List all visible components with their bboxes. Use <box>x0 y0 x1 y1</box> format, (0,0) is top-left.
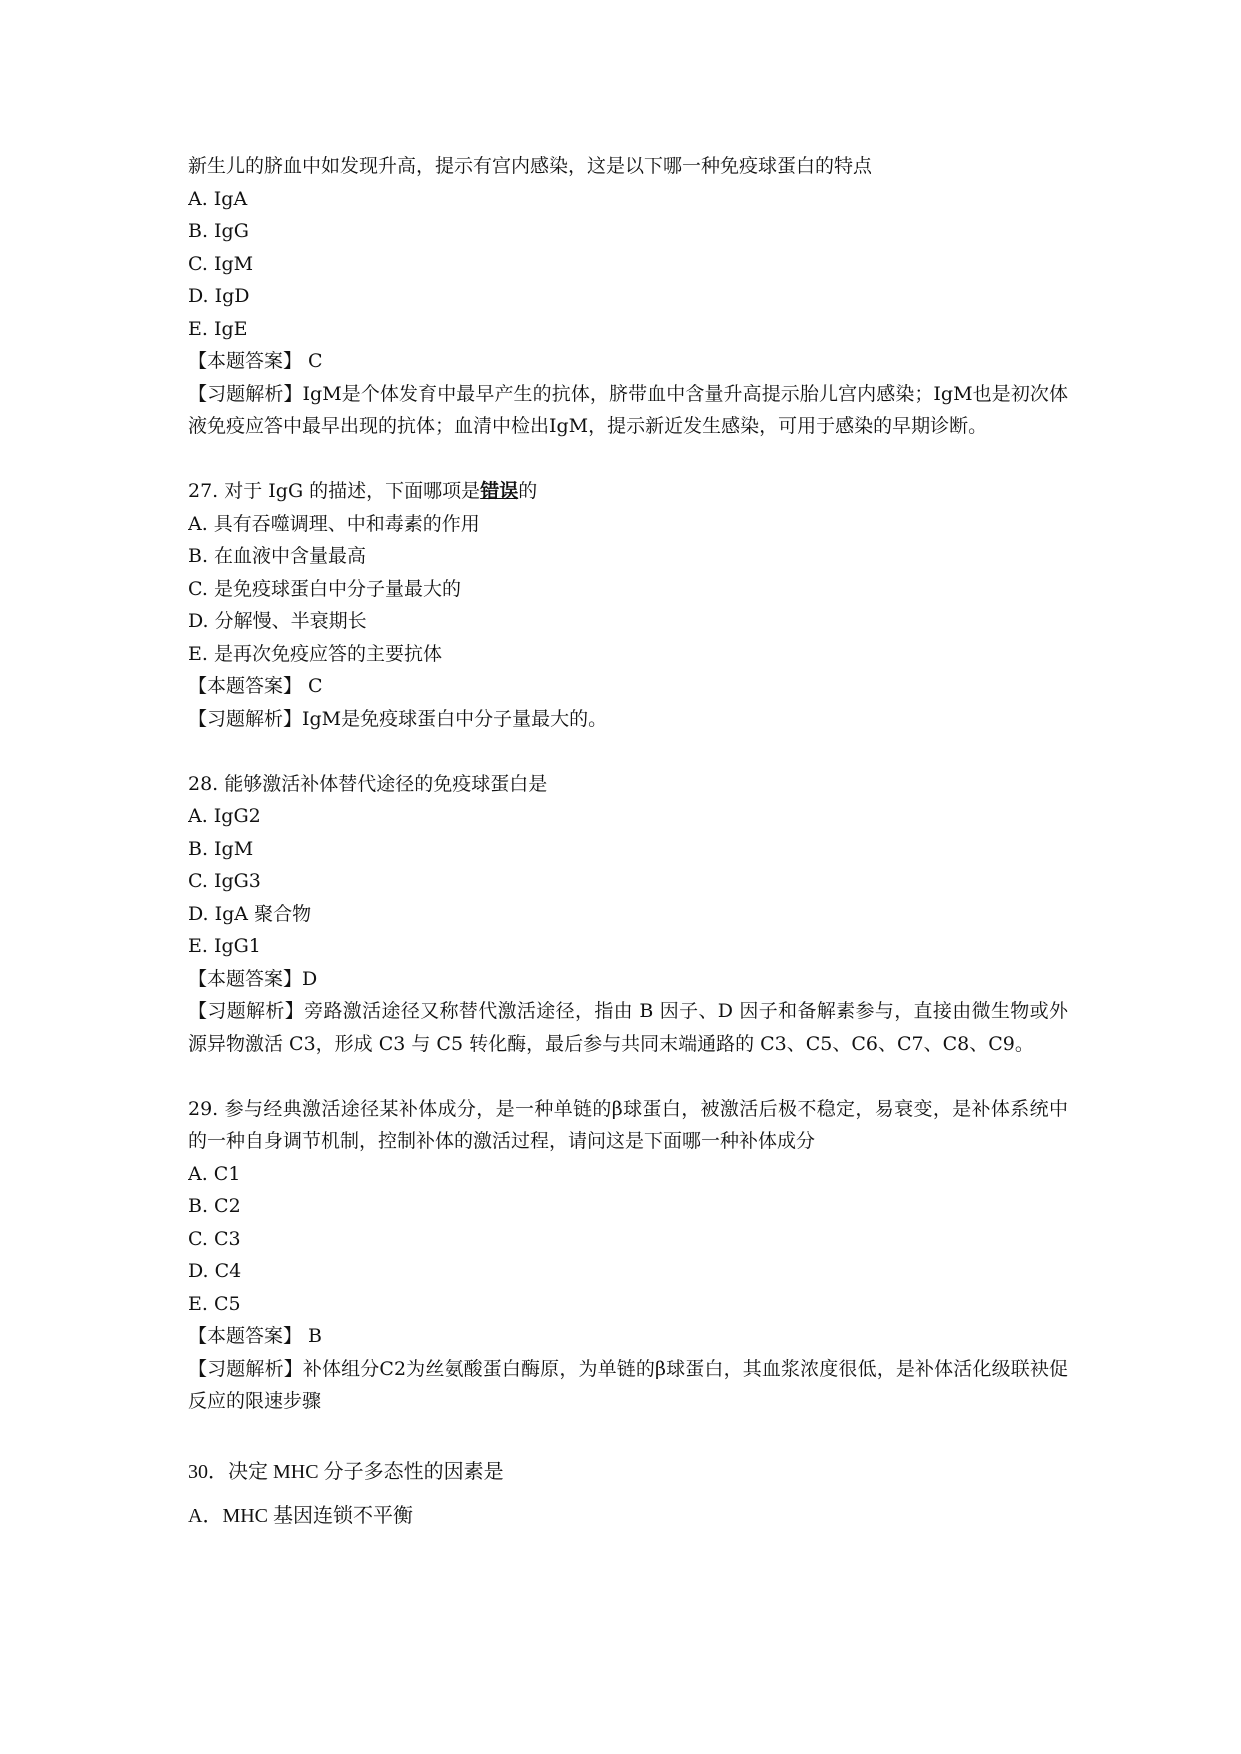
question-stem: 新生儿的脐血中如发现升高，提示有宫内感染，这是以下哪一种免疫球蛋白的特点 <box>188 155 873 177</box>
option-d: D. 分解慢、半衰期长 <box>188 610 367 632</box>
stem-suffix: 的 <box>518 480 538 502</box>
option-e: E. C5 <box>188 1292 241 1315</box>
document-page <box>188 150 1068 1538</box>
analysis-paragraph: 【习题解析】旁路激活途径又称替代激活途径，指由 B 因子、D 因子和备解素参与，直接由微生物或外源异物激活 C3，形成 C3 与 C5 转化酶，最后参与共同末端通路的 C3、C5、C6、C7、C8、C9。 <box>188 1000 1068 1055</box>
analysis-paragraph: 【习题解析】IgM是免疫球蛋白中分子量最大的。 <box>188 707 608 730</box>
option-d: D. IgD <box>188 285 250 307</box>
stem-emphasis: 错误 <box>480 480 519 502</box>
answer-line: 【本题答案】 B <box>188 1325 323 1347</box>
answer-line: 【本题答案】 C <box>188 675 323 697</box>
question-28 <box>188 768 1068 1061</box>
question-stem <box>188 475 1068 508</box>
question-29 <box>188 1093 1068 1418</box>
option-d: D. IgA 聚合物 <box>188 902 312 925</box>
option-e: E. IgE <box>188 317 248 340</box>
option-e: E. 是再次免疫应答的主要抗体 <box>188 642 442 665</box>
option-a: A. 具有吞噬调理、中和毒素的作用 <box>188 512 480 535</box>
option-d: D. C4 <box>188 1260 242 1282</box>
option-c: C. IgG3 <box>188 870 261 892</box>
option-b: B. 在血液中含量最高 <box>188 545 367 567</box>
answer-line: 【本题答案】 C <box>188 350 323 372</box>
option-c: C. 是免疫球蛋白中分子量最大的 <box>188 577 461 600</box>
question-stem: 29. 参与经典激活途径某补体成分，是一种单链的β球蛋白，被激活后极不稳定，易衰变，是补体系统中的一种自身调节机制，控制补体的激活过程，请问这是下面哪一种补体成分 <box>188 1097 1068 1152</box>
question-27 <box>188 475 1068 735</box>
option-e: E. IgG1 <box>188 935 261 957</box>
stem-prefix: 27. 对于 IgG 的描述，下面哪项是 <box>188 480 481 502</box>
option-b: B. C2 <box>188 1195 241 1217</box>
option-b: B. IgG <box>188 220 249 242</box>
answer-line: 【本题答案】D <box>188 967 318 990</box>
analysis-paragraph: 【习题解析】IgM是个体发育中最早产生的抗体，脐带血中含量升高提示胎儿宫内感染；IgM也是初次体液免疫应答中最早出现的抗体；血清中检出IgM，提示新近发生感染，可用于感染的早期诊断。 <box>188 382 1068 437</box>
option-a: A. IgG2 <box>188 805 261 827</box>
question-stem: 28. 能够激活补体替代途径的免疫球蛋白是 <box>188 772 548 795</box>
option-b: B. IgM <box>188 837 254 860</box>
option-c: C. C3 <box>188 1227 241 1250</box>
option-a: A. C1 <box>188 1162 241 1185</box>
option-a: A. IgA <box>188 187 248 210</box>
question-30 <box>188 1450 1068 1538</box>
option-c: C. IgM <box>188 252 254 275</box>
analysis-paragraph: 【习题解析】补体组分C2为丝氨酸蛋白酶原，为单链的β球蛋白，其血浆浓度很低，是补体活化级联袂促反应的限速步骤 <box>188 1357 1068 1412</box>
question-26 <box>188 150 1068 443</box>
option-a: A．MHC 基因连锁不平衡 <box>188 1505 414 1527</box>
question-stem: 30．决定 MHC 分子多态性的因素是 <box>188 1461 504 1483</box>
